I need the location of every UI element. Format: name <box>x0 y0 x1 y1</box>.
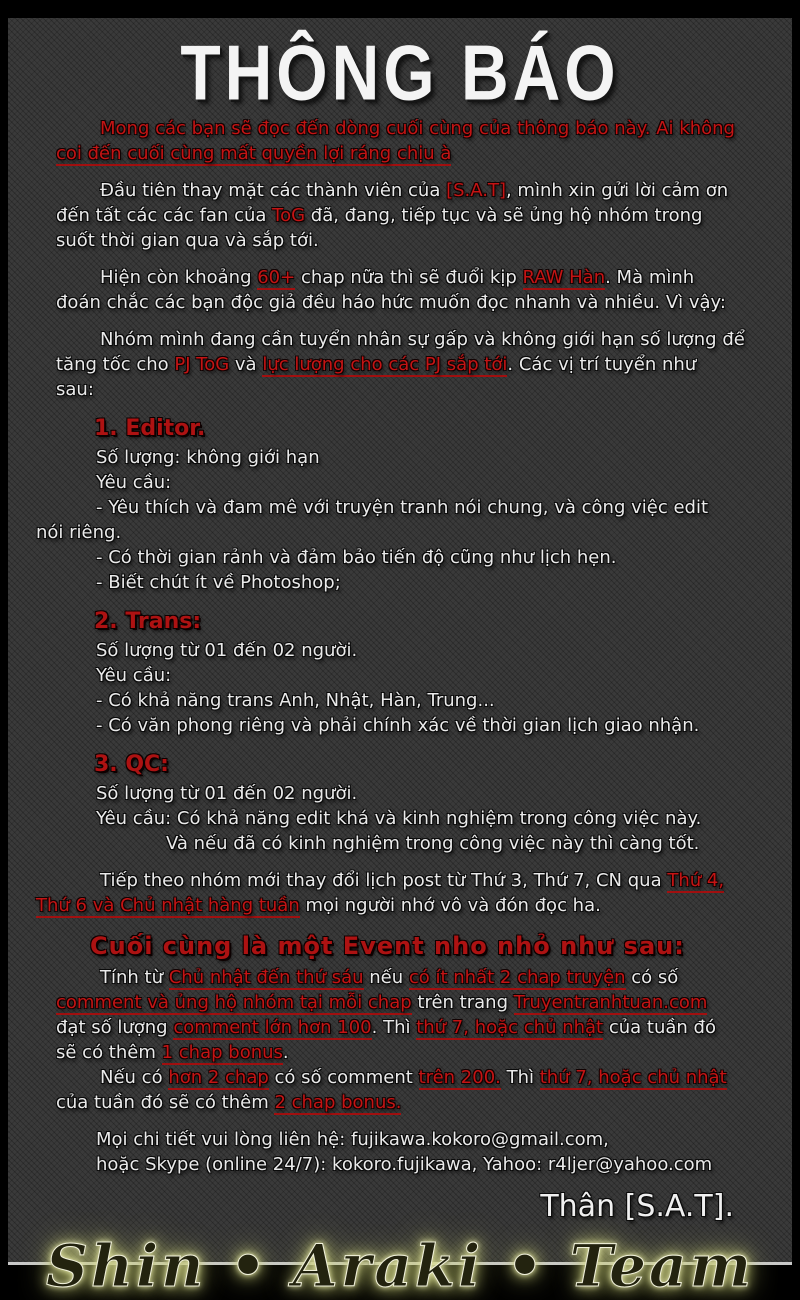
schedule-change-paragraph <box>8 868 792 918</box>
text-run: của tuần đó <box>603 1017 716 1038</box>
text-run: trên 200. <box>418 1067 501 1088</box>
text-line <box>56 228 792 253</box>
text-line <box>96 545 792 570</box>
progress-paragraph <box>8 265 792 315</box>
text-run: Tính từ <box>100 967 169 988</box>
text-line <box>56 1090 792 1115</box>
text-line <box>166 831 792 856</box>
text-run: Hiện còn khoảng <box>100 267 258 288</box>
team-logo: Shin • Araki • Team <box>46 1232 754 1300</box>
text-run: Tiếp theo nhóm mới thay đổi lịch post từ Thứ 3, Thứ 7, CN qua <box>100 870 668 891</box>
section-editor-heading: 1. Editor. <box>94 416 206 441</box>
section-trans-details <box>8 638 792 738</box>
text-line <box>96 445 792 470</box>
text-run: - Có văn phong riêng và phải chính xác về thời gian lịch giao nhận. <box>96 715 700 736</box>
text-line <box>100 178 792 203</box>
text-run: có ít nhất 2 chap truyện <box>408 967 626 988</box>
text-run: . Các vị trí tuyển như <box>507 354 697 375</box>
text-run: Số lượng từ 01 đến 02 người. <box>96 640 358 661</box>
text-run: . Thì <box>371 1017 417 1038</box>
text-run: coi đến cuối cùng mất quyền lợi ráng chịu à <box>56 143 452 164</box>
recruitment-paragraph <box>8 327 792 402</box>
text-run: Yêu cầu: Có khả năng edit khá và kinh nghiệm trong công việc này. <box>96 808 702 829</box>
text-line <box>100 965 792 990</box>
text-run: và <box>229 354 263 375</box>
text-run: . Mà mình <box>605 267 695 288</box>
text-run: , mình xin gửi lời cảm ơn <box>505 180 729 201</box>
text-line <box>96 638 792 663</box>
text-run: sẽ có thêm <box>56 1042 162 1063</box>
text-run: Và nếu đã có kinh nghiệm trong công việc này thì càng tốt. <box>166 833 700 854</box>
text-run: Đầu tiên thay mặt các thành viên của <box>100 180 447 201</box>
text-line <box>56 990 792 1015</box>
event-details-paragraph <box>8 965 792 1115</box>
text-run: comment lớn hơn 100 <box>173 1017 372 1038</box>
text-line <box>96 1152 792 1177</box>
text-run: hơn 2 chap <box>168 1067 269 1088</box>
text-run: Yêu cầu: <box>96 665 172 686</box>
text-run: ToG <box>272 205 306 226</box>
text-run: nếu <box>363 967 409 988</box>
event-heading: Cuối cùng là một Event nho nhỏ như sau: <box>90 932 685 960</box>
text-run: đã, đang, tiếp tục và sẽ ủng hộ nhóm trong <box>305 205 703 226</box>
text-run: Yêu cầu: <box>96 472 172 493</box>
text-line <box>56 141 792 166</box>
text-run: đoán chắc các bạn độc giả đều háo hức muốn đọc nhanh và nhiều. Vì vậy: <box>56 292 726 313</box>
text-line <box>56 1015 792 1040</box>
text-run: - Có khả năng trans Anh, Nhật, Hàn, Trung... <box>96 690 495 711</box>
text-run: Số lượng từ 01 đến 02 người. <box>96 783 358 804</box>
announcement-poster <box>8 18 792 1300</box>
text-run: mọi người nhớ vô và đón đọc ha. <box>299 895 601 916</box>
text-run: thứ 7, hoặc chủ nhật <box>539 1067 727 1088</box>
text-run: suốt thời gian qua và sắp tới. <box>56 230 319 251</box>
text-line <box>56 1040 792 1065</box>
text-line <box>96 806 792 831</box>
section-editor-details <box>8 445 792 595</box>
text-run: Nếu có <box>100 1067 169 1088</box>
content-blocks <box>8 116 792 1177</box>
text-line <box>96 713 792 738</box>
text-run: Truyentranhtuan.com <box>513 992 708 1013</box>
text-run: tăng tốc cho <box>56 354 175 375</box>
text-run: có số comment <box>268 1067 419 1088</box>
text-line <box>100 265 792 290</box>
section-qc-details <box>8 781 792 856</box>
text-run: thứ 7, hoặc chủ nhật <box>416 1017 604 1038</box>
text-run: 2 chap bonus. <box>274 1092 402 1113</box>
text-run: - Yêu thích và đam mê với truyện tranh nói chung, và công việc edit <box>96 497 709 518</box>
text-run: lực lượng cho các PJ sắp tới <box>262 354 508 375</box>
contact-paragraph <box>8 1127 792 1177</box>
text-run: đạt số lượng <box>56 1017 174 1038</box>
text-line <box>56 203 792 228</box>
text-run: Thứ 4, <box>667 870 725 891</box>
text-line <box>96 781 792 806</box>
text-run: của tuần đó sẽ có thêm <box>56 1092 275 1113</box>
text-run: Thứ 6 và Chủ nhật hàng tuần <box>36 895 300 916</box>
text-line <box>96 688 792 713</box>
text-run: Mọi chi tiết vui lòng liên hệ: fujikawa.kokoro@gmail.com, <box>96 1129 609 1150</box>
signature-text: Thân [S.A.T]. <box>540 1189 734 1224</box>
text-line <box>100 327 792 352</box>
text-run: Thì <box>500 1067 540 1088</box>
text-run: sau: <box>56 379 94 400</box>
text-run: có số <box>625 967 679 988</box>
text-line <box>100 1065 792 1090</box>
text-line <box>96 570 792 595</box>
text-line <box>56 377 792 402</box>
text-run: Mong các bạn sẽ đọc đến dòng cuối cùng của thông báo này. Ai không <box>100 118 735 139</box>
text-run: - Biết chút ít về Photoshop; <box>96 572 341 593</box>
text-run: Nhóm mình đang cần tuyển nhân sự gấp và không giới hạn số lượng để <box>100 329 745 350</box>
text-run: đến tất các các fan của <box>56 205 273 226</box>
text-run: 60+ <box>257 267 296 288</box>
text-run: nói riêng. <box>36 522 122 543</box>
text-run: Chủ nhật đến thứ sáu <box>168 967 364 988</box>
page-title: THÔNG BÁO <box>180 28 620 116</box>
text-line <box>96 470 792 495</box>
text-line <box>96 663 792 688</box>
thanks-paragraph <box>8 178 792 253</box>
text-run: [S.A.T] <box>446 180 506 201</box>
text-line <box>100 868 792 893</box>
text-line <box>96 495 792 520</box>
text-run: 1 chap bonus <box>161 1042 283 1063</box>
text-line <box>56 352 792 377</box>
text-line <box>36 893 792 918</box>
text-run: PJ ToG <box>174 354 230 375</box>
text-run: Số lượng: không giới hạn <box>96 447 320 468</box>
text-run: comment và ủng hộ nhóm tại mỗi chap <box>56 992 412 1013</box>
text-run: RAW Hàn <box>522 267 606 288</box>
text-line <box>96 1127 792 1152</box>
text-run: trên trang <box>411 992 514 1013</box>
section-qc-heading: 3. QC: <box>94 752 169 777</box>
text-line <box>36 520 792 545</box>
text-run: . <box>282 1042 289 1063</box>
text-run: - Có thời gian rảnh và đảm bảo tiến độ cũng như lịch hẹn. <box>96 547 617 568</box>
section-trans-heading: 2. Trans: <box>94 609 202 634</box>
text-run: hoặc Skype (online 24/7): kokoro.fujikawa, Yahoo: r4ljer@yahoo.com <box>96 1154 713 1175</box>
text-line <box>56 290 792 315</box>
text-run: chap nữa thì sẽ đuổi kịp <box>295 267 523 288</box>
